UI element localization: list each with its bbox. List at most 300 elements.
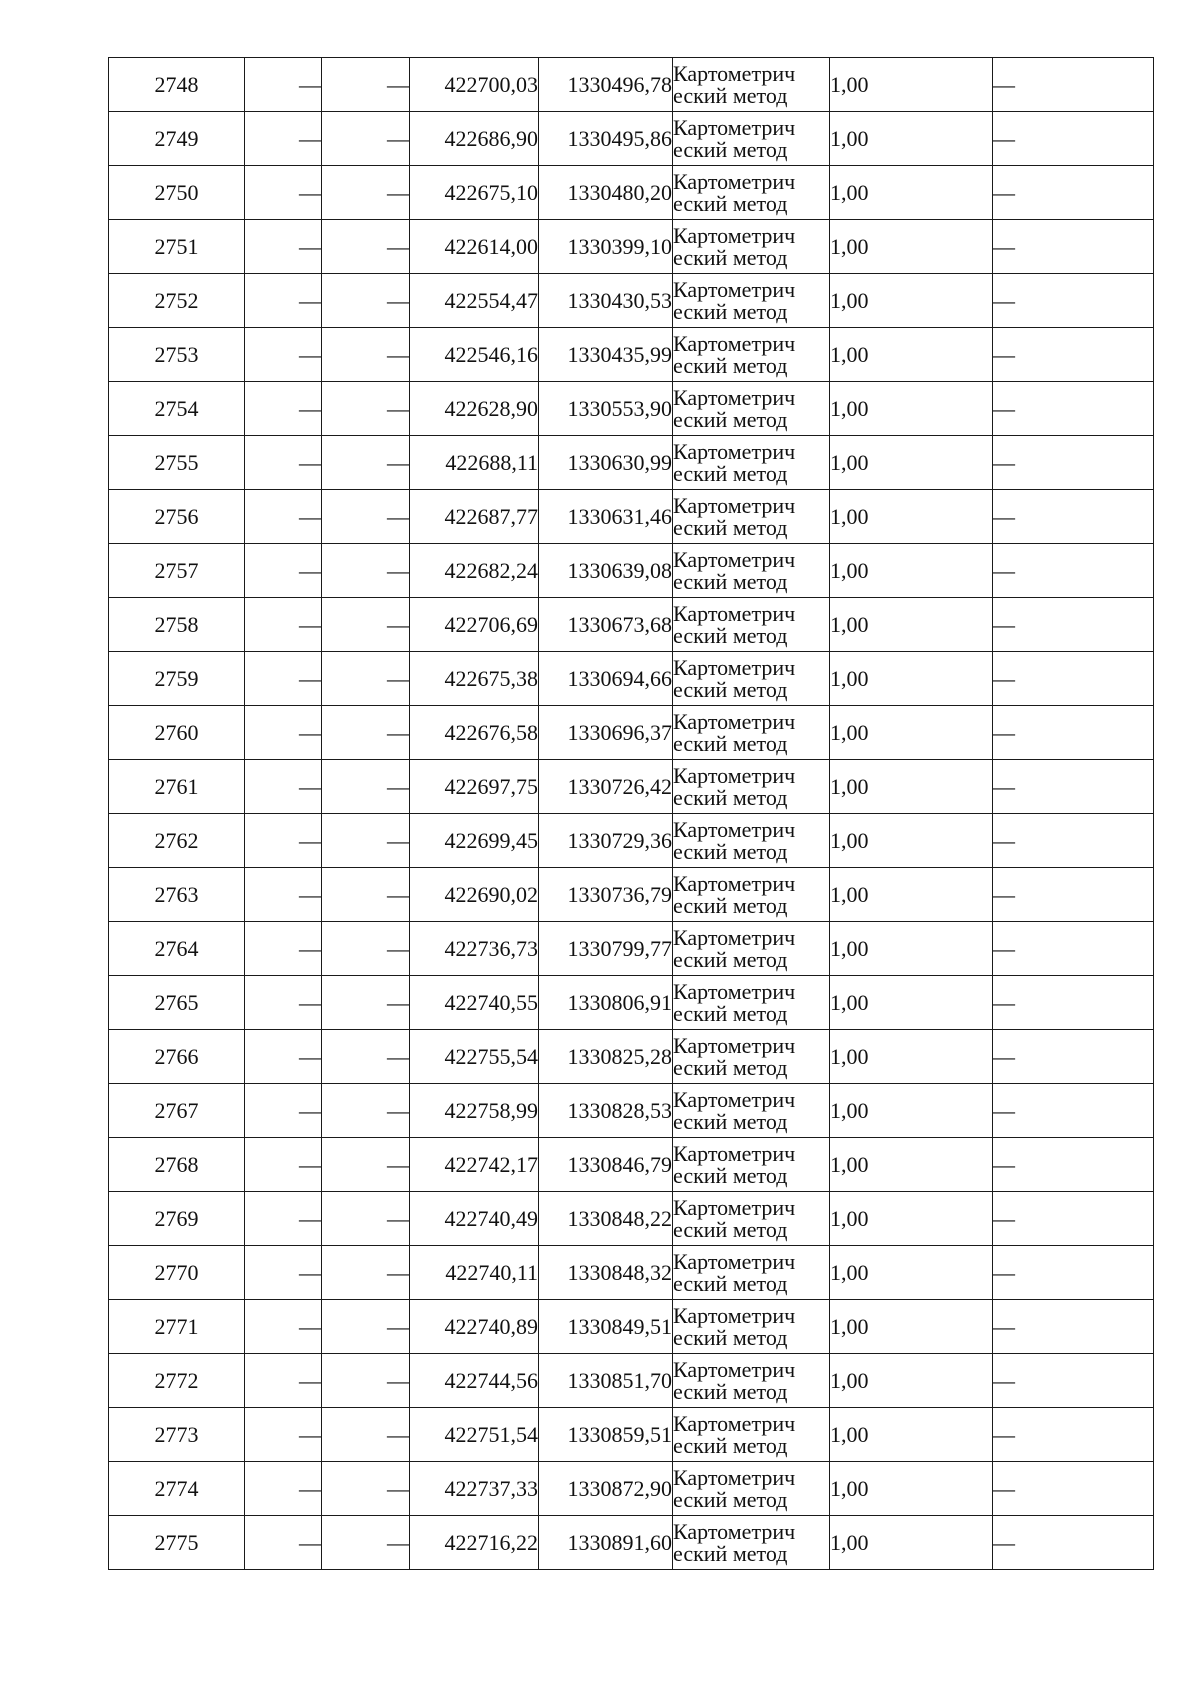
accuracy-cell: 1,00 bbox=[830, 112, 993, 166]
method-text-line1: Картометрич bbox=[673, 384, 796, 410]
method-text-line1: Картометрич bbox=[673, 330, 796, 356]
point-number-cell: 2765 bbox=[109, 976, 245, 1030]
method-cell bbox=[673, 544, 830, 598]
method-cell bbox=[673, 922, 830, 976]
table-row bbox=[109, 760, 1154, 814]
note-cell: — bbox=[993, 1516, 1154, 1570]
x-coordinate-cell: 422628,90 bbox=[410, 382, 539, 436]
x-coordinate-cell: 422675,38 bbox=[410, 652, 539, 706]
y-coordinate-cell: 1330399,10 bbox=[539, 220, 673, 274]
empty-value-cell: — bbox=[245, 1030, 322, 1084]
empty-value-cell: — bbox=[322, 922, 410, 976]
table-row bbox=[109, 544, 1154, 598]
method-text-line2: еский метод bbox=[673, 190, 788, 216]
y-coordinate-cell: 1330799,77 bbox=[539, 922, 673, 976]
empty-value-cell: — bbox=[322, 436, 410, 490]
method-cell bbox=[673, 760, 830, 814]
method-cell bbox=[673, 1246, 830, 1300]
point-number-cell: 2753 bbox=[109, 328, 245, 382]
method-cell bbox=[673, 220, 830, 274]
point-number-cell: 2759 bbox=[109, 652, 245, 706]
empty-value-cell: — bbox=[245, 544, 322, 598]
y-coordinate-cell: 1330846,79 bbox=[539, 1138, 673, 1192]
method-text-line1: Картометрич bbox=[673, 600, 796, 626]
accuracy-cell: 1,00 bbox=[830, 706, 993, 760]
table-row bbox=[109, 1030, 1154, 1084]
method-text-line2: еский метод bbox=[673, 784, 788, 810]
table-row bbox=[109, 166, 1154, 220]
empty-value-cell: — bbox=[245, 706, 322, 760]
point-number-cell: 2758 bbox=[109, 598, 245, 652]
method-text-line2: еский метод bbox=[673, 1324, 788, 1350]
empty-value-cell: — bbox=[245, 598, 322, 652]
y-coordinate-cell: 1330495,86 bbox=[539, 112, 673, 166]
y-coordinate-cell: 1330496,78 bbox=[539, 58, 673, 112]
accuracy-cell: 1,00 bbox=[830, 544, 993, 598]
empty-value-cell: — bbox=[322, 1084, 410, 1138]
empty-value-cell: — bbox=[322, 976, 410, 1030]
empty-value-cell: — bbox=[322, 58, 410, 112]
method-text-line2: еский метод bbox=[673, 1216, 788, 1242]
point-number-cell: 2754 bbox=[109, 382, 245, 436]
note-cell: — bbox=[993, 58, 1154, 112]
x-coordinate-cell: 422700,03 bbox=[410, 58, 539, 112]
empty-value-cell: — bbox=[322, 1030, 410, 1084]
empty-value-cell: — bbox=[322, 544, 410, 598]
method-text-line1: Картометрич bbox=[673, 546, 796, 572]
empty-value-cell: — bbox=[245, 760, 322, 814]
x-coordinate-cell: 422690,02 bbox=[410, 868, 539, 922]
accuracy-cell: 1,00 bbox=[830, 1084, 993, 1138]
method-text-line2: еский метод bbox=[673, 838, 788, 864]
empty-value-cell: — bbox=[245, 328, 322, 382]
accuracy-cell: 1,00 bbox=[830, 868, 993, 922]
y-coordinate-cell: 1330553,90 bbox=[539, 382, 673, 436]
x-coordinate-cell: 422740,55 bbox=[410, 976, 539, 1030]
table-row bbox=[109, 1300, 1154, 1354]
method-text-line1: Картометрич bbox=[673, 924, 796, 950]
method-text-line2: еский метод bbox=[673, 892, 788, 918]
note-cell: — bbox=[993, 1408, 1154, 1462]
table-row bbox=[109, 1084, 1154, 1138]
note-cell: — bbox=[993, 544, 1154, 598]
table-row bbox=[109, 382, 1154, 436]
y-coordinate-cell: 1330828,53 bbox=[539, 1084, 673, 1138]
point-number-cell: 2773 bbox=[109, 1408, 245, 1462]
accuracy-cell: 1,00 bbox=[830, 328, 993, 382]
table-row bbox=[109, 976, 1154, 1030]
empty-value-cell: — bbox=[322, 814, 410, 868]
x-coordinate-cell: 422675,10 bbox=[410, 166, 539, 220]
point-number-cell: 2749 bbox=[109, 112, 245, 166]
y-coordinate-cell: 1330825,28 bbox=[539, 1030, 673, 1084]
y-coordinate-cell: 1330639,08 bbox=[539, 544, 673, 598]
x-coordinate-cell: 422736,73 bbox=[410, 922, 539, 976]
note-cell: — bbox=[993, 436, 1154, 490]
x-coordinate-cell: 422706,69 bbox=[410, 598, 539, 652]
table-row bbox=[109, 490, 1154, 544]
x-coordinate-cell: 422688,11 bbox=[410, 436, 539, 490]
table-row bbox=[109, 1408, 1154, 1462]
table-row bbox=[109, 1354, 1154, 1408]
empty-value-cell: — bbox=[322, 274, 410, 328]
accuracy-cell: 1,00 bbox=[830, 166, 993, 220]
method-text-line2: еский метод bbox=[673, 676, 788, 702]
method-text-line2: еский метод bbox=[673, 622, 788, 648]
method-text-line2: еский метод bbox=[673, 406, 788, 432]
y-coordinate-cell: 1330848,22 bbox=[539, 1192, 673, 1246]
empty-value-cell: — bbox=[322, 760, 410, 814]
x-coordinate-cell: 422758,99 bbox=[410, 1084, 539, 1138]
method-text-line1: Картометрич bbox=[673, 60, 796, 86]
table-body bbox=[109, 58, 1154, 1570]
accuracy-cell: 1,00 bbox=[830, 1030, 993, 1084]
method-cell bbox=[673, 382, 830, 436]
empty-value-cell: — bbox=[322, 382, 410, 436]
empty-value-cell: — bbox=[245, 1354, 322, 1408]
empty-value-cell: — bbox=[245, 166, 322, 220]
note-cell: — bbox=[993, 1246, 1154, 1300]
point-number-cell: 2751 bbox=[109, 220, 245, 274]
y-coordinate-cell: 1330806,91 bbox=[539, 976, 673, 1030]
accuracy-cell: 1,00 bbox=[830, 1246, 993, 1300]
method-text-line2: еский метод bbox=[673, 460, 788, 486]
method-text-line2: еский метод bbox=[673, 1162, 788, 1188]
method-text-line2: еский метод bbox=[673, 730, 788, 756]
method-cell bbox=[673, 598, 830, 652]
empty-value-cell: — bbox=[322, 706, 410, 760]
note-cell: — bbox=[993, 382, 1154, 436]
accuracy-cell: 1,00 bbox=[830, 274, 993, 328]
y-coordinate-cell: 1330480,20 bbox=[539, 166, 673, 220]
method-text-line2: еский метод bbox=[673, 1432, 788, 1458]
y-coordinate-cell: 1330673,68 bbox=[539, 598, 673, 652]
table-row bbox=[109, 1246, 1154, 1300]
note-cell: — bbox=[993, 490, 1154, 544]
y-coordinate-cell: 1330729,36 bbox=[539, 814, 673, 868]
coordinates-table bbox=[108, 57, 1154, 1570]
note-cell: — bbox=[993, 220, 1154, 274]
method-text-line1: Картометрич bbox=[673, 1302, 796, 1328]
empty-value-cell: — bbox=[245, 652, 322, 706]
method-text-line2: еский метод bbox=[673, 244, 788, 270]
table-row bbox=[109, 598, 1154, 652]
method-cell bbox=[673, 58, 830, 112]
empty-value-cell: — bbox=[322, 598, 410, 652]
x-coordinate-cell: 422740,11 bbox=[410, 1246, 539, 1300]
y-coordinate-cell: 1330694,66 bbox=[539, 652, 673, 706]
empty-value-cell: — bbox=[245, 436, 322, 490]
method-cell bbox=[673, 976, 830, 1030]
point-number-cell: 2755 bbox=[109, 436, 245, 490]
point-number-cell: 2766 bbox=[109, 1030, 245, 1084]
method-text-line1: Картометрич bbox=[673, 168, 796, 194]
method-cell bbox=[673, 706, 830, 760]
method-text-line1: Картометрич bbox=[673, 1194, 796, 1220]
point-number-cell: 2756 bbox=[109, 490, 245, 544]
table-row bbox=[109, 1192, 1154, 1246]
y-coordinate-cell: 1330430,53 bbox=[539, 274, 673, 328]
empty-value-cell: — bbox=[245, 274, 322, 328]
accuracy-cell: 1,00 bbox=[830, 1138, 993, 1192]
y-coordinate-cell: 1330891,60 bbox=[539, 1516, 673, 1570]
accuracy-cell: 1,00 bbox=[830, 814, 993, 868]
y-coordinate-cell: 1330859,51 bbox=[539, 1408, 673, 1462]
x-coordinate-cell: 422755,54 bbox=[410, 1030, 539, 1084]
empty-value-cell: — bbox=[245, 1084, 322, 1138]
method-cell bbox=[673, 1138, 830, 1192]
accuracy-cell: 1,00 bbox=[830, 1408, 993, 1462]
method-text-line2: еский метод bbox=[673, 136, 788, 162]
accuracy-cell: 1,00 bbox=[830, 922, 993, 976]
point-number-cell: 2770 bbox=[109, 1246, 245, 1300]
note-cell: — bbox=[993, 166, 1154, 220]
empty-value-cell: — bbox=[322, 1192, 410, 1246]
note-cell: — bbox=[993, 598, 1154, 652]
method-text-line1: Картометрич bbox=[673, 1464, 796, 1490]
note-cell: — bbox=[993, 274, 1154, 328]
empty-value-cell: — bbox=[322, 1462, 410, 1516]
note-cell: — bbox=[993, 1192, 1154, 1246]
empty-value-cell: — bbox=[245, 1516, 322, 1570]
x-coordinate-cell: 422751,54 bbox=[410, 1408, 539, 1462]
x-coordinate-cell: 422686,90 bbox=[410, 112, 539, 166]
x-coordinate-cell: 422697,75 bbox=[410, 760, 539, 814]
point-number-cell: 2769 bbox=[109, 1192, 245, 1246]
table-row bbox=[109, 1516, 1154, 1570]
note-cell: — bbox=[993, 652, 1154, 706]
empty-value-cell: — bbox=[322, 1300, 410, 1354]
method-text-line2: еский метод bbox=[673, 1378, 788, 1404]
table-row bbox=[109, 58, 1154, 112]
accuracy-cell: 1,00 bbox=[830, 1192, 993, 1246]
method-text-line1: Картометрич bbox=[673, 438, 796, 464]
method-text-line1: Картометрич bbox=[673, 816, 796, 842]
empty-value-cell: — bbox=[245, 58, 322, 112]
method-text-line2: еский метод bbox=[673, 1540, 788, 1566]
note-cell: — bbox=[993, 1300, 1154, 1354]
note-cell: — bbox=[993, 1462, 1154, 1516]
method-text-line2: еский метод bbox=[673, 1270, 788, 1296]
x-coordinate-cell: 422687,77 bbox=[410, 490, 539, 544]
point-number-cell: 2775 bbox=[109, 1516, 245, 1570]
point-number-cell: 2757 bbox=[109, 544, 245, 598]
method-text-line2: еский метод bbox=[673, 946, 788, 972]
point-number-cell: 2767 bbox=[109, 1084, 245, 1138]
empty-value-cell: — bbox=[322, 220, 410, 274]
empty-value-cell: — bbox=[322, 1408, 410, 1462]
note-cell: — bbox=[993, 328, 1154, 382]
empty-value-cell: — bbox=[245, 1300, 322, 1354]
y-coordinate-cell: 1330726,42 bbox=[539, 760, 673, 814]
note-cell: — bbox=[993, 706, 1154, 760]
accuracy-cell: 1,00 bbox=[830, 436, 993, 490]
accuracy-cell: 1,00 bbox=[830, 1354, 993, 1408]
note-cell: — bbox=[993, 112, 1154, 166]
note-cell: — bbox=[993, 760, 1154, 814]
accuracy-cell: 1,00 bbox=[830, 58, 993, 112]
method-text-line1: Картометрич bbox=[673, 1140, 796, 1166]
method-text-line1: Картометрич bbox=[673, 762, 796, 788]
method-text-line1: Картометрич bbox=[673, 978, 796, 1004]
method-text-line1: Картометрич bbox=[673, 276, 796, 302]
method-cell bbox=[673, 868, 830, 922]
y-coordinate-cell: 1330696,37 bbox=[539, 706, 673, 760]
method-text-line1: Картометрич bbox=[673, 1410, 796, 1436]
method-text-line1: Картометрич bbox=[673, 114, 796, 140]
method-cell bbox=[673, 490, 830, 544]
y-coordinate-cell: 1330631,46 bbox=[539, 490, 673, 544]
note-cell: — bbox=[993, 976, 1154, 1030]
y-coordinate-cell: 1330848,32 bbox=[539, 1246, 673, 1300]
empty-value-cell: — bbox=[245, 868, 322, 922]
table-row bbox=[109, 814, 1154, 868]
point-number-cell: 2748 bbox=[109, 58, 245, 112]
empty-value-cell: — bbox=[322, 490, 410, 544]
empty-value-cell: — bbox=[245, 814, 322, 868]
empty-value-cell: — bbox=[322, 1516, 410, 1570]
method-text-line2: еский метод bbox=[673, 568, 788, 594]
y-coordinate-cell: 1330435,99 bbox=[539, 328, 673, 382]
table-row bbox=[109, 1462, 1154, 1516]
table-row bbox=[109, 112, 1154, 166]
accuracy-cell: 1,00 bbox=[830, 220, 993, 274]
method-text-line1: Картометрич bbox=[673, 708, 796, 734]
empty-value-cell: — bbox=[245, 490, 322, 544]
table-row bbox=[109, 436, 1154, 490]
note-cell: — bbox=[993, 1138, 1154, 1192]
empty-value-cell: — bbox=[322, 112, 410, 166]
empty-value-cell: — bbox=[245, 1462, 322, 1516]
table-row bbox=[109, 1138, 1154, 1192]
method-text-line1: Картометрич bbox=[673, 1248, 796, 1274]
method-cell bbox=[673, 274, 830, 328]
empty-value-cell: — bbox=[322, 1138, 410, 1192]
method-text-line1: Картометрич bbox=[673, 1032, 796, 1058]
method-cell bbox=[673, 1516, 830, 1570]
method-cell bbox=[673, 1354, 830, 1408]
accuracy-cell: 1,00 bbox=[830, 760, 993, 814]
empty-value-cell: — bbox=[322, 868, 410, 922]
empty-value-cell: — bbox=[322, 166, 410, 220]
method-cell bbox=[673, 436, 830, 490]
accuracy-cell: 1,00 bbox=[830, 976, 993, 1030]
empty-value-cell: — bbox=[245, 922, 322, 976]
empty-value-cell: — bbox=[245, 1246, 322, 1300]
y-coordinate-cell: 1330851,70 bbox=[539, 1354, 673, 1408]
x-coordinate-cell: 422676,58 bbox=[410, 706, 539, 760]
method-text-line2: еский метод bbox=[673, 1054, 788, 1080]
x-coordinate-cell: 422546,16 bbox=[410, 328, 539, 382]
table-row bbox=[109, 706, 1154, 760]
method-text-line2: еский метод bbox=[673, 352, 788, 378]
point-number-cell: 2761 bbox=[109, 760, 245, 814]
note-cell: — bbox=[993, 922, 1154, 976]
empty-value-cell: — bbox=[245, 220, 322, 274]
method-cell bbox=[673, 166, 830, 220]
table-row bbox=[109, 328, 1154, 382]
x-coordinate-cell: 422740,49 bbox=[410, 1192, 539, 1246]
note-cell: — bbox=[993, 1030, 1154, 1084]
y-coordinate-cell: 1330630,99 bbox=[539, 436, 673, 490]
x-coordinate-cell: 422740,89 bbox=[410, 1300, 539, 1354]
accuracy-cell: 1,00 bbox=[830, 382, 993, 436]
point-number-cell: 2771 bbox=[109, 1300, 245, 1354]
x-coordinate-cell: 422737,33 bbox=[410, 1462, 539, 1516]
method-text-line1: Картометрич bbox=[673, 222, 796, 248]
table-row bbox=[109, 868, 1154, 922]
method-text-line1: Картометрич bbox=[673, 1518, 796, 1544]
empty-value-cell: — bbox=[245, 1192, 322, 1246]
empty-value-cell: — bbox=[245, 112, 322, 166]
method-cell bbox=[673, 1084, 830, 1138]
method-cell bbox=[673, 328, 830, 382]
accuracy-cell: 1,00 bbox=[830, 1462, 993, 1516]
point-number-cell: 2763 bbox=[109, 868, 245, 922]
method-cell bbox=[673, 1300, 830, 1354]
point-number-cell: 2774 bbox=[109, 1462, 245, 1516]
x-coordinate-cell: 422744,56 bbox=[410, 1354, 539, 1408]
empty-value-cell: — bbox=[322, 1246, 410, 1300]
method-cell bbox=[673, 112, 830, 166]
point-number-cell: 2768 bbox=[109, 1138, 245, 1192]
table-row bbox=[109, 274, 1154, 328]
note-cell: — bbox=[993, 814, 1154, 868]
method-text-line2: еский метод bbox=[673, 1000, 788, 1026]
empty-value-cell: — bbox=[322, 1354, 410, 1408]
accuracy-cell: 1,00 bbox=[830, 598, 993, 652]
empty-value-cell: — bbox=[245, 382, 322, 436]
empty-value-cell: — bbox=[245, 976, 322, 1030]
method-cell bbox=[673, 1192, 830, 1246]
method-text-line1: Картометрич bbox=[673, 654, 796, 680]
x-coordinate-cell: 422699,45 bbox=[410, 814, 539, 868]
note-cell: — bbox=[993, 1354, 1154, 1408]
point-number-cell: 2764 bbox=[109, 922, 245, 976]
y-coordinate-cell: 1330872,90 bbox=[539, 1462, 673, 1516]
method-cell bbox=[673, 1408, 830, 1462]
method-cell bbox=[673, 652, 830, 706]
method-text-line1: Картометрич bbox=[673, 870, 796, 896]
note-cell: — bbox=[993, 868, 1154, 922]
accuracy-cell: 1,00 bbox=[830, 490, 993, 544]
x-coordinate-cell: 422614,00 bbox=[410, 220, 539, 274]
x-coordinate-cell: 422554,47 bbox=[410, 274, 539, 328]
y-coordinate-cell: 1330849,51 bbox=[539, 1300, 673, 1354]
accuracy-cell: 1,00 bbox=[830, 1300, 993, 1354]
method-text-line2: еский метод bbox=[673, 82, 788, 108]
point-number-cell: 2752 bbox=[109, 274, 245, 328]
point-number-cell: 2762 bbox=[109, 814, 245, 868]
method-text-line1: Картометрич bbox=[673, 1086, 796, 1112]
empty-value-cell: — bbox=[322, 652, 410, 706]
empty-value-cell: — bbox=[245, 1138, 322, 1192]
method-cell bbox=[673, 814, 830, 868]
x-coordinate-cell: 422742,17 bbox=[410, 1138, 539, 1192]
method-text-line2: еский метод bbox=[673, 1108, 788, 1134]
point-number-cell: 2760 bbox=[109, 706, 245, 760]
accuracy-cell: 1,00 bbox=[830, 652, 993, 706]
method-text-line2: еский метод bbox=[673, 1486, 788, 1512]
point-number-cell: 2772 bbox=[109, 1354, 245, 1408]
method-text-line1: Картометрич bbox=[673, 492, 796, 518]
method-cell bbox=[673, 1030, 830, 1084]
method-cell bbox=[673, 1462, 830, 1516]
method-text-line1: Картометрич bbox=[673, 1356, 796, 1382]
table-row bbox=[109, 652, 1154, 706]
method-text-line2: еский метод bbox=[673, 298, 788, 324]
x-coordinate-cell: 422716,22 bbox=[410, 1516, 539, 1570]
